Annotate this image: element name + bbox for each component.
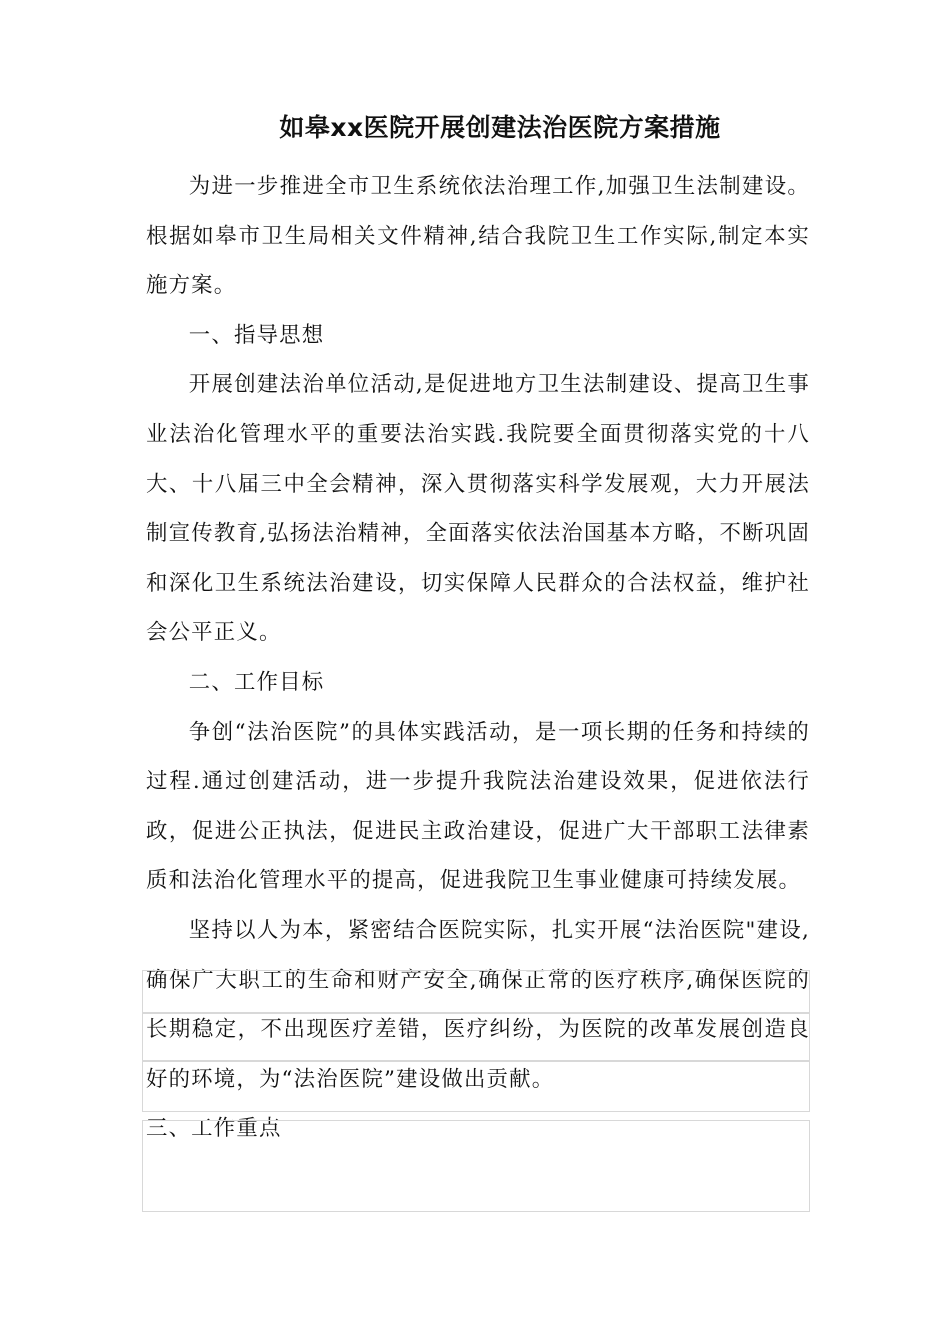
section-heading-work-goals: 二、工作目标 [188, 669, 325, 695]
section-heading-work-focus: 三、工作重点 [146, 1116, 282, 1142]
document-title: 如皋xx医院开展创建法治医院方案措施 [279, 113, 721, 142]
guiding-ideology-paragraph: 开展创建法治单位活动,是促进地方卫生法制建设、提高卫生事业法治化管理水平的重要法治实践.我院要全面贯彻落实党的十八大、十八届三中全会精神，深入贯彻落实科学发展观，大力开展法制宣传教育,弘扬法治精神，全面落实依法治国基本方略，不断巩固和深化卫生系统法治建设，切实保障人民群众的合法权益，维护社会公平正义。 [146, 372, 810, 646]
document-body [146, 162, 810, 1154]
people-oriented-paragraph: 坚持以人为本，紧密结合医院实际，扎实开展“法治医院"建设,确保广大职工的生命和财产安全,确保正常的医疗秩序,确保医院的长期稳定，不出现医疗差错，医疗纠纷，为医院的改革发展创造良好的环境，为“法治医院”建设做出贡献。 [146, 917, 810, 1092]
intro-paragraph: 为进一步推进全市卫生系统依法治理工作,加强卫生法制建设。根据如皋市卫生局相关文件精神,结合我院卫生工作实际,制定本实施方案。 [146, 174, 810, 299]
section-heading-guiding-ideology: 一、指导思想 [188, 322, 325, 348]
work-goals-paragraph: 争创“法治医院”的具体实践活动，是一项长期的任务和持续的过程.通过创建活动，进一步提升我院法治建设效果，促进依法行政，促进公正执法，促进民主政治建设，促进广大干部职工法律素质和法治化管理水平的提高，促进我院卫生事业健康可持续发展。 [146, 719, 810, 894]
